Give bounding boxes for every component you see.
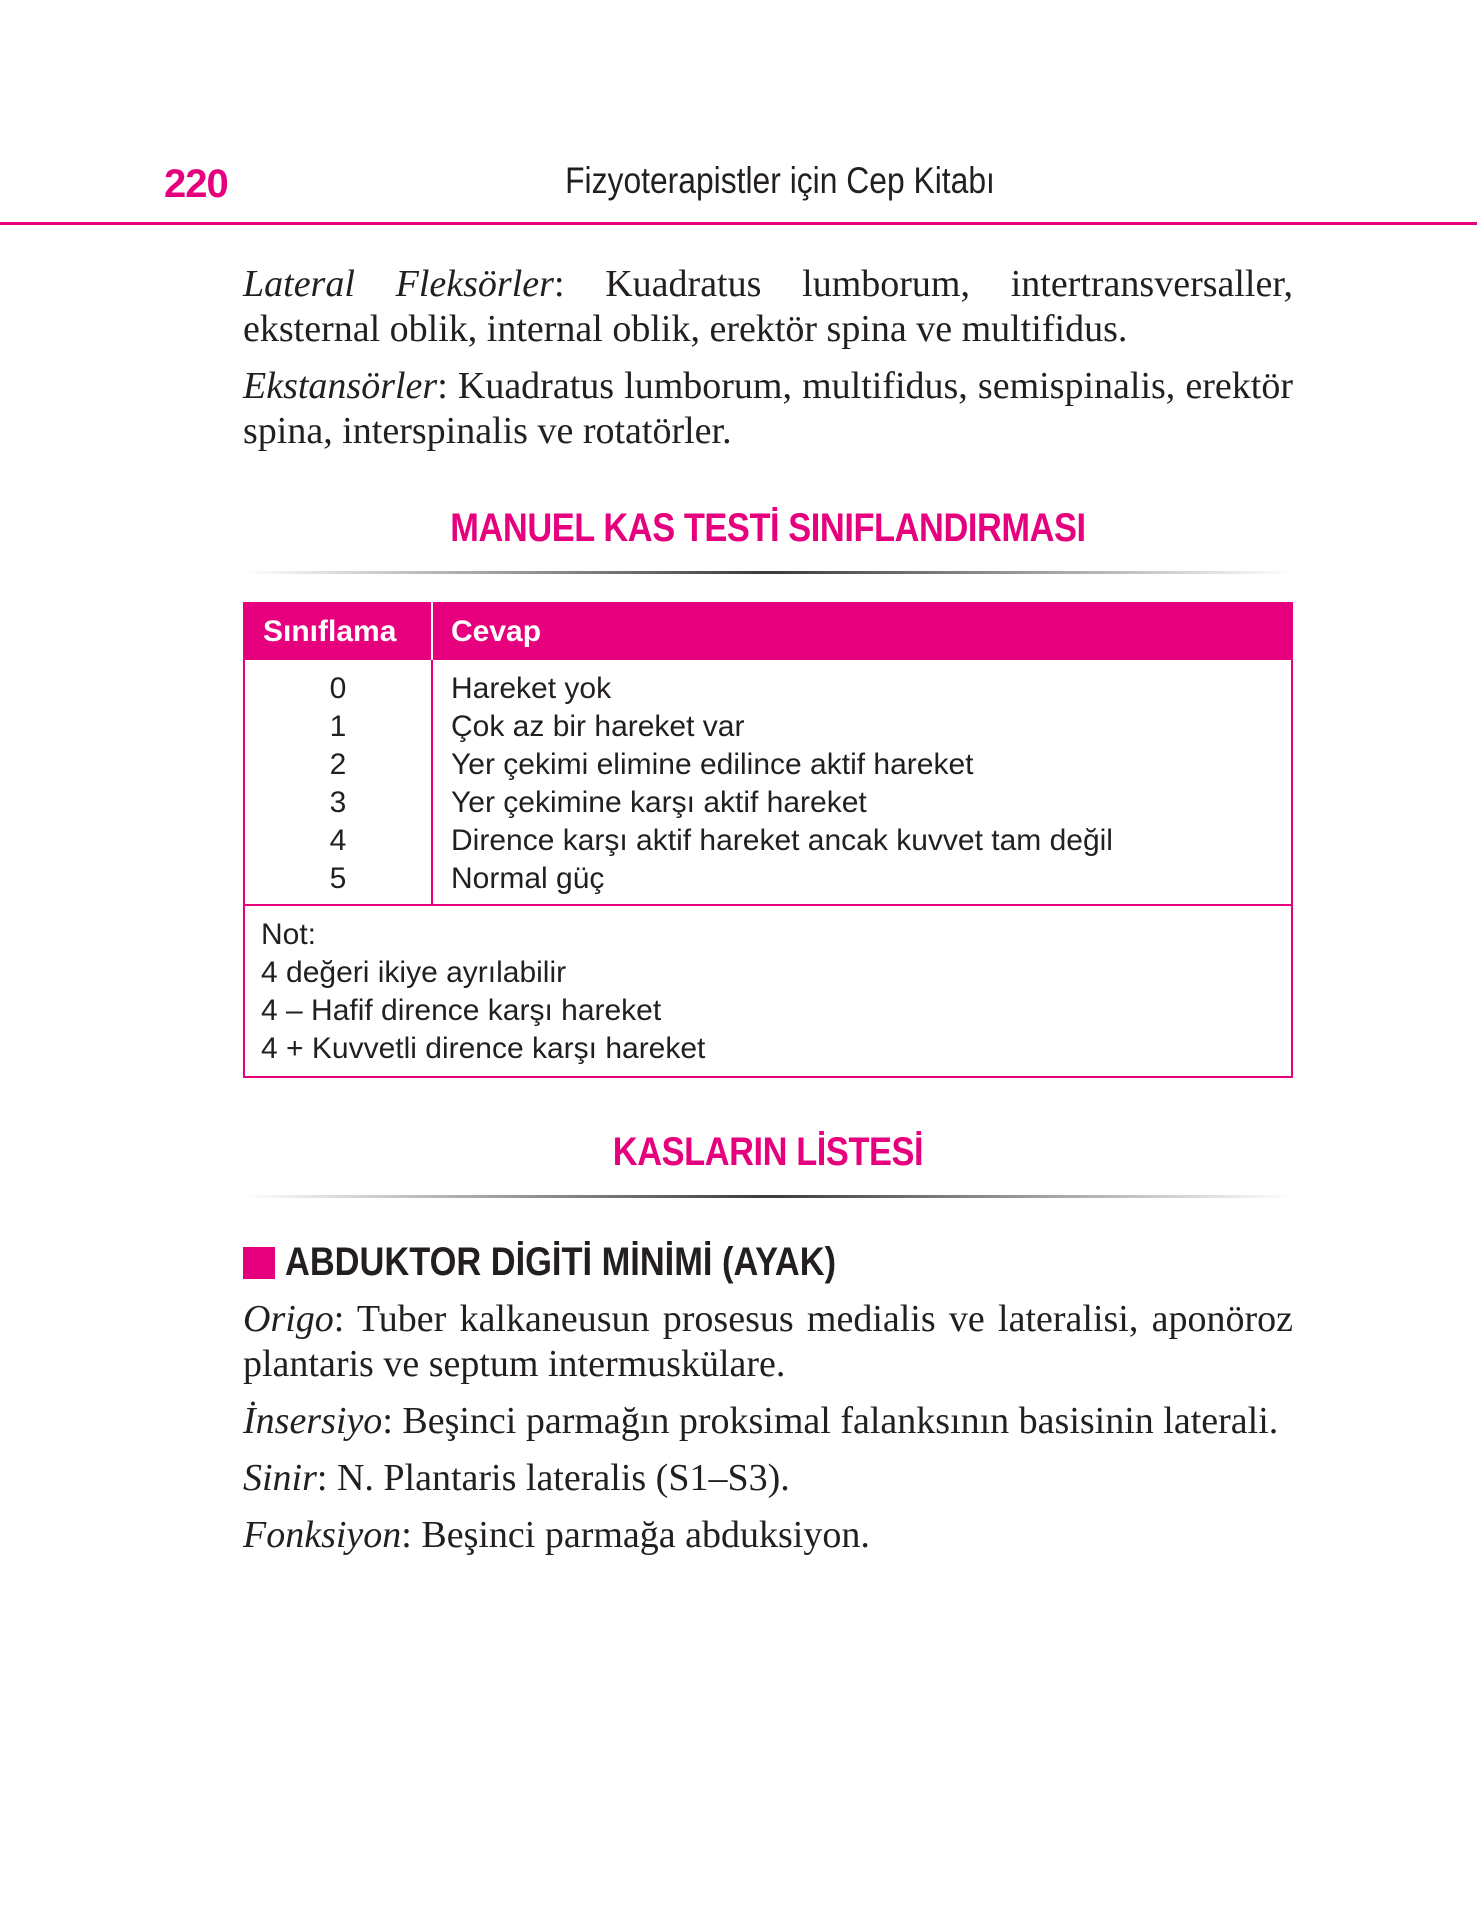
muscle-name: ABDUKTOR DİGİTİ MİNİMİ (AYAK) — [285, 1240, 837, 1284]
insertion-text: : Beşinci parmağın proksimal falanksının basisinin laterali. — [382, 1400, 1279, 1442]
grade-value: 4 — [329, 824, 347, 857]
insertion-term: İnsersiyo — [243, 1400, 383, 1442]
answer-value: Yer çekimine karşı aktif hareket — [451, 786, 867, 819]
note-line: 4 – Hafif dirence karşı hareket — [261, 994, 662, 1027]
page-header — [0, 0, 1477, 226]
mmt-table — [243, 602, 1293, 1078]
origin-term: Origo — [243, 1298, 334, 1340]
function-term: Fonksiyon — [243, 1514, 402, 1556]
grade-cell — [244, 660, 432, 905]
grade-value: 2 — [329, 748, 347, 781]
grade-value: 3 — [329, 786, 347, 819]
extensors-paragraph — [243, 364, 1293, 454]
note-line: Not: — [261, 918, 317, 951]
grade-column-header: Sınıflama — [244, 603, 432, 660]
function-paragraph — [243, 1513, 1293, 1558]
note-cell — [244, 905, 1292, 1077]
page-number: 220 — [164, 162, 228, 206]
answer-cell — [432, 660, 1292, 905]
answer-value: Çok az bir hareket var — [451, 710, 745, 743]
lateral-flexors-paragraph — [243, 262, 1293, 352]
answer-column-header: Cevap — [432, 603, 1292, 660]
pink-square-bullet-icon — [243, 1247, 275, 1279]
origin-paragraph — [243, 1297, 1293, 1387]
answer-value: Dirence karşı aktif hareket ancak kuvvet tam değil — [451, 824, 1113, 857]
mmt-grades-row — [244, 660, 1292, 905]
mmt-section-title: MANUEL KAS TESTİ SINIFLANDIRMASI — [450, 506, 1086, 550]
answer-value: Yer çekimi elimine edilince aktif hareket — [451, 748, 974, 781]
lateral-flexors-text: : Kuadratus lumborum, intertransversaller, eksternal oblik, internal oblik, erektör spina ve multifidus. — [243, 263, 1293, 350]
page-content — [243, 262, 1293, 1570]
nerve-term: Sinir — [243, 1457, 317, 1499]
mmt-note-row — [244, 905, 1292, 1077]
header-rule — [0, 222, 1477, 225]
note-line: 4 değeri ikiye ayrılabilir — [261, 956, 567, 989]
grade-value: 5 — [329, 862, 347, 895]
answer-value: Hareket yok — [451, 672, 612, 705]
nerve-paragraph — [243, 1456, 1293, 1501]
function-text: : Beşinci parmağa abduksiyon. — [401, 1514, 870, 1556]
running-title: Fizyoterapistler için Cep Kitabı — [565, 160, 995, 201]
mmt-header-row — [244, 603, 1292, 660]
answer-value: Normal güç — [451, 862, 605, 895]
insertion-paragraph — [243, 1399, 1293, 1444]
muscle-heading — [243, 1240, 1293, 1285]
nerve-text: : N. Plantaris lateralis (S1–S3). — [316, 1457, 790, 1499]
extensors-text: : Kuadratus lumborum, multifidus, semispinalis, erektör spina, interspinalis ve rotatörler. — [243, 365, 1293, 452]
grade-value: 0 — [329, 672, 347, 705]
grade-value: 1 — [329, 710, 347, 743]
lateral-flexors-term: Lateral Fleksörler — [243, 263, 554, 305]
muscle-list-title: KASLARIN LİSTESİ — [612, 1130, 924, 1174]
origin-text: : Tuber kalkaneusun prosesus medialis ve lateralisi, aponöroz plantaris ve septum intermuskülare. — [243, 1298, 1293, 1385]
extensors-term: Ekstansörler — [243, 365, 438, 407]
note-line: 4 + Kuvvetli dirence karşı hareket — [261, 1032, 706, 1065]
